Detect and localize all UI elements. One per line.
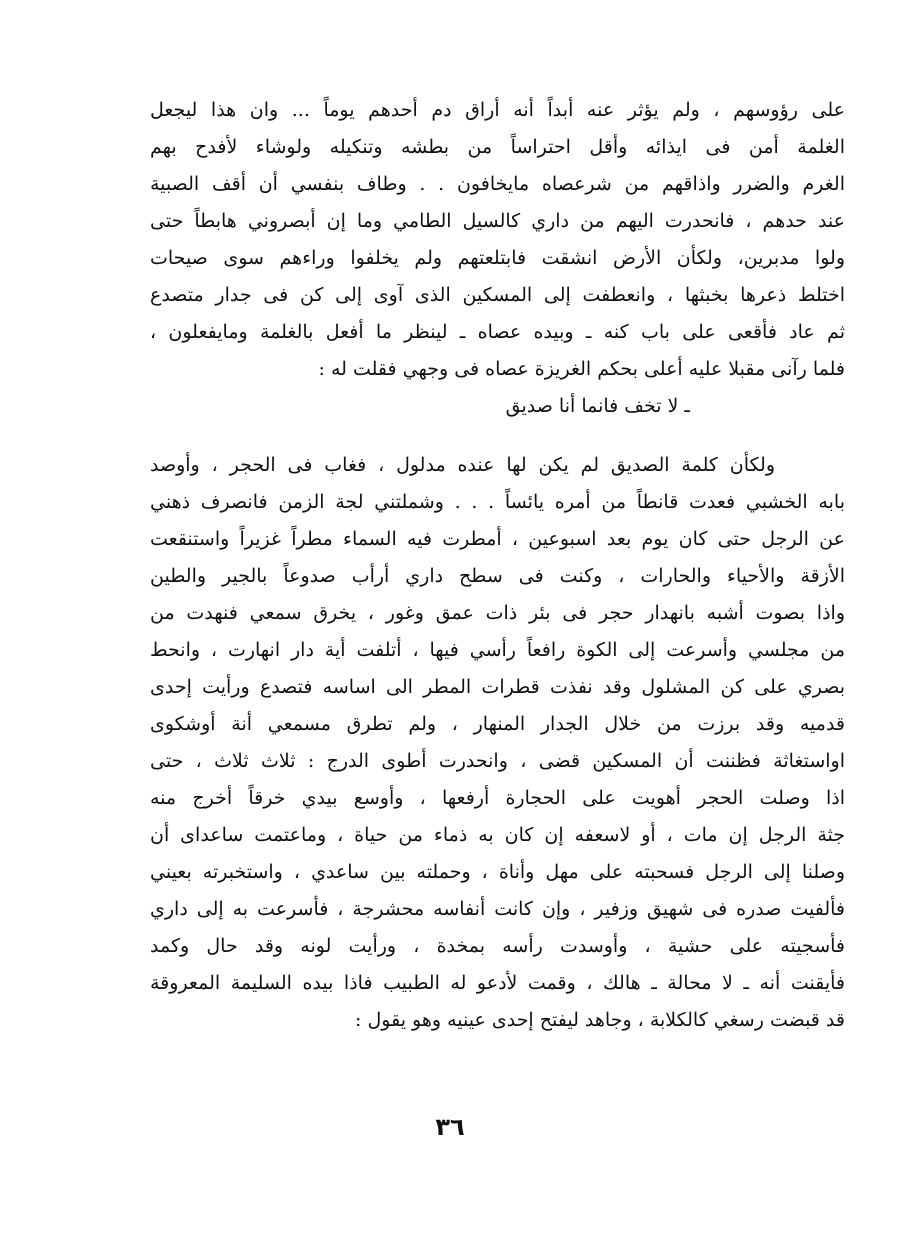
text-line: اذا وصلت الحجر أهويت على الحجارة أرفعها ، وأوسع بيدي خرقاً أخرج منه xyxy=(150,787,845,809)
text-line: وصلنا إلى الرجل فسحبته على مهل وأناة ، وحملته بين ساعدي ، واستخبرته بعيني xyxy=(150,861,845,883)
text-line: على رؤوسهم ، ولم يؤثر عنه أبداً أنه أراق دم أحدهم يوماً ... وان هذا ليجعل xyxy=(150,99,845,121)
text-line: ولكأن كلمة الصديق لم يكن لها عنده مدلول ، فغاب فى الحجر ، وأوصد xyxy=(150,454,775,476)
text-line: عند حدهم ، فانحدرت اليهم من داري كالسيل الطامي وما إن أبصروني هابطاً حتى xyxy=(150,210,845,232)
text-line: قد قبضت رسغي كالكلابة ، وجاهد ليفتح إحدى عينيه وهو يقول : xyxy=(355,1009,845,1031)
text-line: فأيقنت أنه ـ لا محالة ـ هالك ، وقمت لأدعو له الطبيب فاذا بيده السليمة المعروقة xyxy=(150,972,845,994)
paragraph xyxy=(150,447,845,1039)
text-line: فأسجيته على حشية ، وأوسدت رأسه بمخدة ، ورأيت لونه وقد حال وكمد xyxy=(150,935,845,957)
dialogue-line: ـ لا تخف فانما أنا صديق xyxy=(505,395,690,417)
text-line: ولوا مدبرين، ولكأن الأرض انشقت فابتلعتهم ولم يخلفوا وراءهم سوى صيحات xyxy=(150,247,845,269)
text-line: الغلمة أمن فى ايذائه وأقل احتراساً من بطشه وتنكيله ولوشاء لأفدح بهم xyxy=(150,136,845,158)
text-line: بصري على كن المشلول وقد نفذت قطرات المطر الى اساسه فتصدع ورأيت إحدى xyxy=(150,676,845,698)
paragraph xyxy=(150,92,845,388)
text-line: الغرم والضرر واذاقهم من شرعصاه مايخافون . . وطاف بنفسي أن أقف الصبية xyxy=(150,173,845,195)
text-line: الأزقة والأحياء والحارات ، وكنت فى سطح داري أرأب صدوعاً بالجير والطين xyxy=(150,565,845,587)
text-line: ثم عاد فأقعى على باب كنه ـ وبيده عصاه ـ لينظر ما أفعل بالغلمة ومايفعلون ، xyxy=(150,321,845,343)
paragraph-gap xyxy=(150,425,845,447)
text-line: جثة الرجل إن مات ، أو لاسعفه إن كان به ذماء من حياة ، وماعتمت ساعداى أن xyxy=(150,824,845,846)
text-line: قدميه وقد برزت من خلال الجدار المنهار ، ولم تطرق مسمعي أنة أوشكوى xyxy=(150,713,845,735)
text-line: من مجلسي وأسرعت إلى الكوة رافعاً رأسي فيها ، أتلفت أية دار انهارت ، وانحط xyxy=(150,639,845,661)
text-line: بابه الخشبي فعدت قانطاً من أمره يائساً . . . وشملتني لجة الزمن فانصرف ذهني xyxy=(150,491,845,513)
text-line: عن الرجل حتى كان يوم بعد اسبوعين ، أمطرت فيه السماء مطراً غزيراً واستنقعت xyxy=(150,528,845,550)
text-line: فلما رآنى مقبلا عليه أعلى بحكم الغريزة عصاه فى وجهي فقلت له : xyxy=(318,358,845,380)
text-line: اختلط ذعرها بخبثها ، وانعطفت إلى المسكين الذى آوى إلى كن فى جدار متصدع xyxy=(150,284,845,306)
text-line: واذا بصوت أشبه بانهدار حجر فى بئر ذات عمق وغور ، يخرق سمعي فنهدت من xyxy=(150,602,845,624)
body-text xyxy=(150,92,845,1039)
text-line: اواستغاثة فظننت أن المسكين قضى ، وانحدرت أطوى الدرج : ثلاث ثلاث ، حتى xyxy=(150,750,845,772)
text-line: فألفيت صدره فى شهيق وزفير ، وإن كانت أنفاسه محشرجة ، فأسرعت به إلى داري xyxy=(150,898,845,920)
dialogue-paragraph xyxy=(150,388,845,425)
page-number: ٣٦ xyxy=(435,1113,465,1141)
